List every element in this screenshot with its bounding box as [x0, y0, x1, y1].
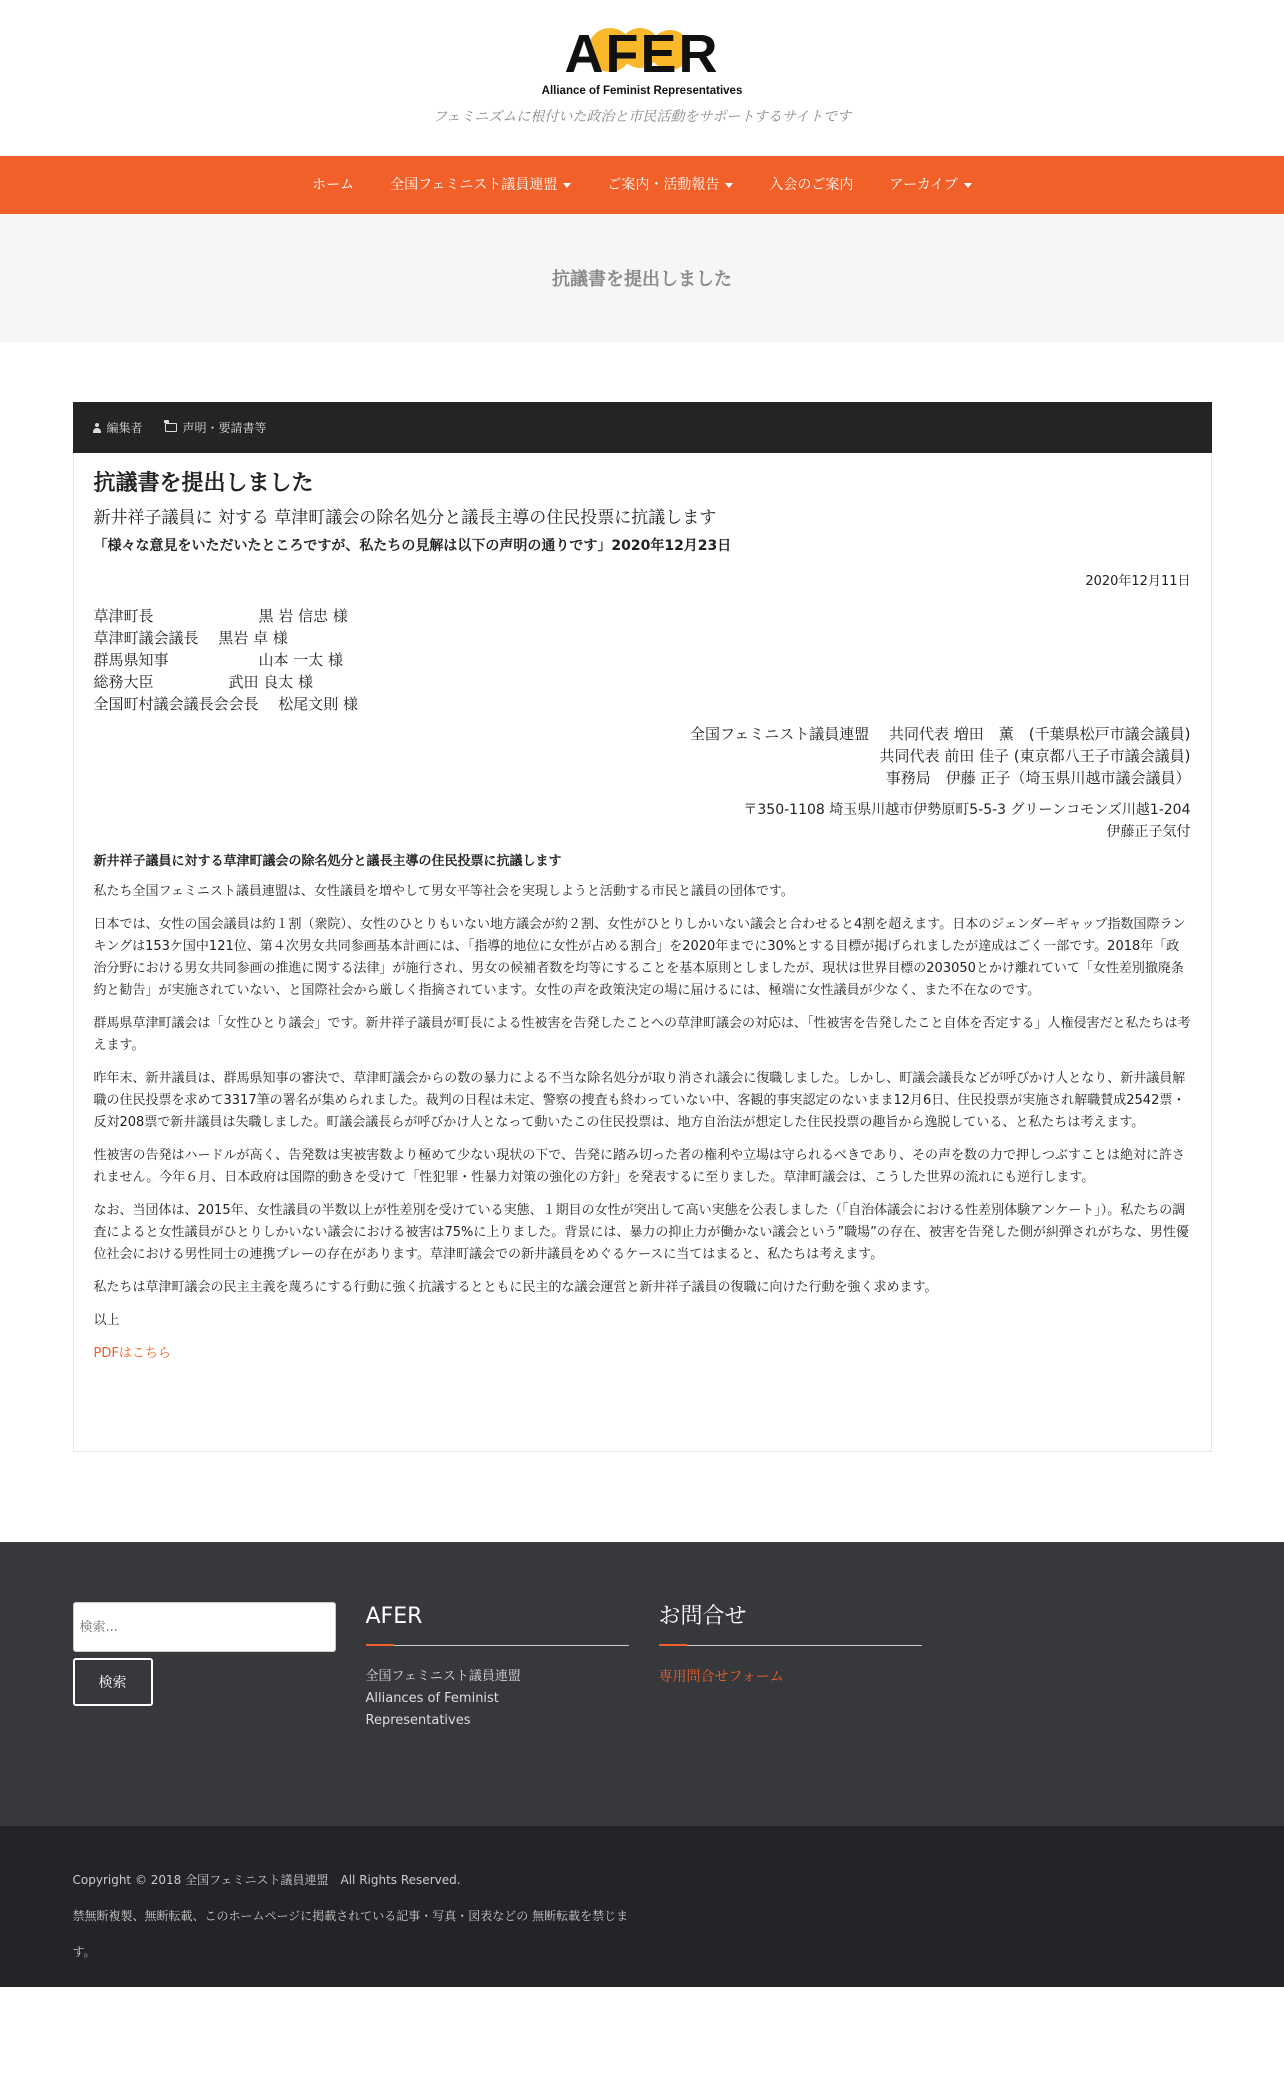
addressee: 全国町村議会議長会会長 松尾文則 様: [93, 695, 359, 713]
nav-activities-label: ご案内・活動報告: [607, 177, 720, 193]
post-category[interactable]: [165, 419, 267, 436]
post-meta-bar: [73, 402, 1212, 453]
footer-divider: [659, 1644, 922, 1646]
sender-list: [94, 723, 1191, 789]
copyright-notice: 禁無断複製、無断転載、このホームページに掲載されている記事・写真・図表などの 無断転載を禁じます。: [72, 1909, 629, 1959]
search-button[interactable]: 検索: [73, 1658, 153, 1706]
paragraph: なお、当団体は、2015年、女性議員の半数以上が性差別を受けている実態、１期目の女性が突出して高い実態を公表しました（「自治体議会における性差別体験アンケート」）。私たちの調査によると女性議員がひとりしかいない議会における被害は75%に上りました。背景には、暴力の抑止力が働かない議会という”職場”の存在、被害を告発した側が糾弾されがちな、男性優位社会における男性同士の連携プレーの存在があります。草津町議会での新井議員をめぐるケースに当てはまると、私たちは考えます。: [93, 1203, 1189, 1262]
user-icon: [93, 423, 101, 433]
caret-down-icon: [563, 183, 571, 188]
site-header: [0, 0, 1284, 156]
article-container: [73, 402, 1212, 1452]
statement-heading: 新井祥子議員に対する草津町議会の除名処分と議長主導の住民投票に抗議します: [93, 854, 562, 869]
logo-subtext: Alliance of Feminist Representatives: [541, 85, 743, 97]
paragraph: 昨年末、新井議員は、群馬県知事の審決で、草津町議会からの数の暴力による不当な除名処分が取り消され議会に復職しました。しかし、町議会議長などが呼びかけ人となり、新井議員解職の住民投票を求めて3317筆の署名が集められました。裁判の日程は未定、警察の捜査も終わっていない中、客観的事実認定のないまま12月6日、住民投票が実施され解職賛成2542票・反対208票で新井議員は失職しました。町議会議長らが呼びかけ人となって動いたこの住民投票は、地方自治法が想定した住民投票の趣旨から逸脱している、と私たちは考えます。: [93, 1071, 1186, 1130]
addressee: 草津町長 黒 岩 信忠 様: [93, 607, 348, 625]
nav-federation[interactable]: [372, 156, 589, 214]
article-body: [73, 453, 1212, 1452]
main-nav: [0, 156, 1284, 214]
nav-archive-label: アーカイブ: [889, 177, 958, 193]
site-tagline: フェミニズムに根付いた政治と市民活動をサポートするサイトです: [433, 109, 851, 125]
nav-membership[interactable]: [751, 156, 871, 214]
footer-contact-heading: お問合せ: [658, 1604, 747, 1629]
search-input[interactable]: [73, 1602, 336, 1652]
logo-text: AFER: [564, 24, 720, 84]
post-category-label: 声明・要請書等: [182, 421, 267, 435]
caret-down-icon: [725, 183, 733, 188]
footer-contact: [659, 1602, 922, 1732]
paragraph: 私たち全国フェミニスト議員連盟は、女性議員を増やして男女平等社会を実現しようと活動する市民と議員の団体です。: [93, 884, 794, 899]
article-subtitle: 新井祥子議員に 対する 草津町議会の除名処分と議長主導の住民投票に抗議します: [93, 508, 717, 528]
article-title: 抗議書を提出しました: [93, 471, 314, 496]
footer-search: [73, 1602, 336, 1732]
nav-membership-label: 入会のご案内: [769, 177, 854, 193]
addressee: 総務大臣 武田 良太 様: [93, 673, 314, 691]
nav-federation-label: 全国フェミニスト議員連盟: [390, 177, 558, 193]
address-line: 伊藤正子気付: [1106, 824, 1191, 840]
bottom-bar: [0, 1826, 1284, 1987]
addressee-list: [94, 605, 1191, 715]
footer-afer-line: Representatives: [365, 1713, 471, 1728]
footer-afer-line: 全国フェミニスト議員連盟: [365, 1669, 521, 1684]
sender-address: [94, 799, 1191, 843]
footer-divider: [366, 1644, 629, 1646]
nav-activities[interactable]: [589, 156, 751, 214]
page-title: 抗議書を提出しました: [552, 269, 732, 290]
footer-afer-heading: AFER: [365, 1604, 423, 1629]
footer-afer-line: Alliances of Feminist: [365, 1691, 499, 1706]
copyright-text: Copyright © 2018 全国フェミニスト議員連盟 All Rights Reserved.: [72, 1873, 461, 1887]
paragraph: 日本では、女性の国会議員は約１割（衆院）、女性のひとりもいない地方議会が約２割、女性がひとりしかいない議会と合わせると4割を超えます。日本のジェンダーギャップ指数国際ランキングは153ケ国中121位、第４次男女共同参画基本計画には、「指導的地位に女性が占める割合」を2020年までに30%とする目標が掲げられましたが達成はごく一部です。2018年「政治分野における男女共同参画の推進に関する法律」が施行され、男女の候補者数を均等にすることを基本原則としましたが、現状は世界目標の203050とかけ離れていて「女性差別撤廃条約と勧告」が実施されていない、と国際社会から厳しく指摘されています。女性の声を政策決定の場に届けるには、極端に女性議員が少なく、また不在なのです。: [93, 917, 1186, 998]
address-line: 〒350-1108 埼玉県川越市伊勢原町5-5-3 グリーンコモンズ川越1-204: [743, 802, 1191, 818]
sender: 共同代表 前田 佳子 (東京都八王子市議会議員): [879, 747, 1191, 765]
sender: 全国フェミニスト議員連盟 共同代表 増田 薫 (千葉県松戸市議会議員): [690, 725, 1191, 743]
article-date: 2020年12月11日: [1085, 574, 1191, 589]
page-title-band: [0, 214, 1284, 342]
afer-logo[interactable]: [532, 20, 752, 102]
paragraph-closing: 以上: [93, 1313, 120, 1328]
post-author[interactable]: [93, 419, 143, 436]
paragraph: 私たちは草津町議会の民主主義を蔑ろにする行動に強く抗議するとともに民主的な議会運営と新井祥子議員の復職に向けた行動を強く求めます。: [93, 1280, 938, 1295]
nav-home[interactable]: [294, 156, 372, 214]
paragraph: 群馬県草津町議会は「女性ひとり議会」です。新井祥子議員が町長による性被害を告発したことへの草津町議会の対応は、「性被害を告発したこと自体を否定する」人権侵害だと私たちは考えます。: [93, 1016, 1191, 1053]
post-author-label: 編集者: [106, 421, 143, 435]
pdf-link[interactable]: PDFはこちら: [93, 1346, 171, 1361]
footer-afer: [366, 1602, 629, 1732]
addressee: 群馬県知事 山本 一太 様: [93, 651, 344, 669]
sender: 事務局 伊藤 正子（埼玉県川越市議会議員）: [885, 769, 1191, 787]
paragraph: 性被害の告発はハードルが高く、告発数は実被害数より極めて少ない現状の下で、告発に踏み切った者の権利や立場は守られるべきであり、その声を数の力で押しつぶすことは絶対に許されません。今年６月、日本政府は国際的動きを受けて「性犯罪・性暴力対策の強化の方針」を発表するに至りました。草津町議会は、こうした世界の流れにも逆行します。: [93, 1148, 1185, 1185]
nav-archive[interactable]: [871, 156, 989, 214]
article-note: 「様々な意見をいただいたところですが、私たちの見解は以下の声明の通りです」2020年12月23日: [93, 538, 732, 554]
addressee: 草津町議会議長 黒岩 卓 様: [93, 629, 288, 647]
caret-down-icon: [964, 183, 972, 188]
contact-form-link[interactable]: 専用問合せフォーム: [658, 1669, 784, 1685]
folder-icon: [165, 423, 177, 432]
site-footer: [0, 1542, 1284, 1826]
nav-home-label: ホーム: [312, 177, 355, 193]
